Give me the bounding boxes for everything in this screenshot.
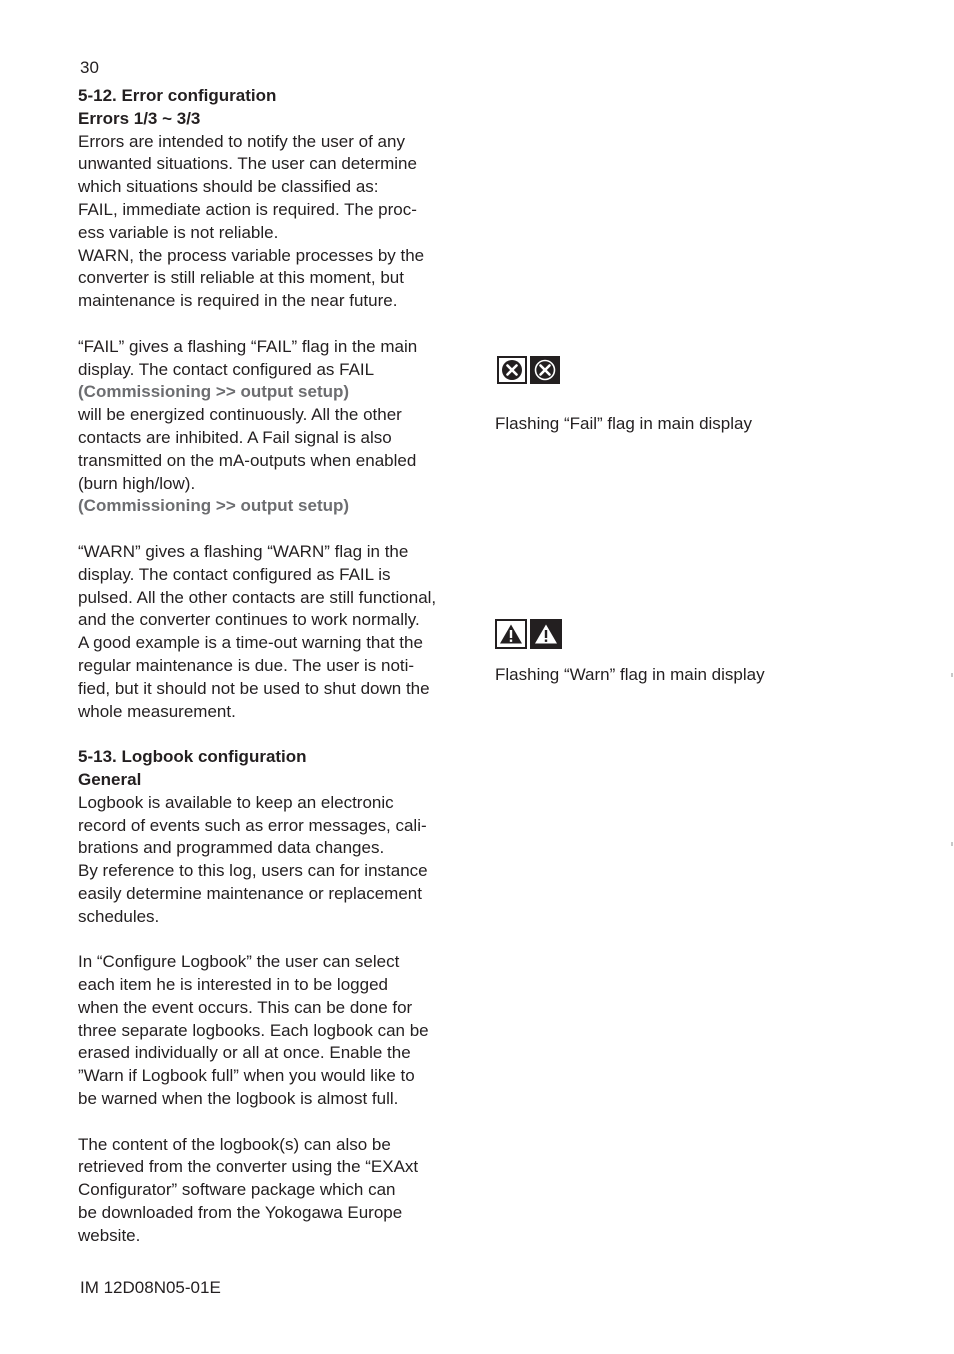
scan-edge-mark [951, 842, 953, 846]
menu-reference: (Commissioning >> output setup) [78, 496, 350, 516]
text-line: and the converter continues to work normally. [78, 610, 420, 630]
main-text-column [78, 85, 468, 1270]
text-line: brations and programmed data changes. [78, 838, 385, 858]
document-id-footer: IM 12D08N05-01E [80, 1278, 221, 1297]
error-config-intro [78, 85, 468, 313]
menu-reference: (Commissioning >> output setup) [78, 382, 350, 402]
text-line: when the event occurs. This can be done for [78, 997, 413, 1017]
scan-edge-mark [951, 673, 953, 677]
fail-flag-icons [497, 356, 560, 384]
text-line: converter is still reliable at this moment, but [78, 268, 404, 288]
text-line: fied, but it should not be used to shut down the [78, 678, 430, 698]
text-line: Errors are intended to notify the user of any [78, 131, 405, 151]
text-line: be downloaded from the Yokogawa Europe [78, 1203, 403, 1223]
fail-x-circle-icon [497, 356, 527, 384]
section-heading-logbook-configuration: 5-13. Logbook configuration [78, 747, 307, 767]
warn-flag-caption: Flashing “Warn” flag in main display [495, 665, 765, 684]
text-line: which situations should be classified as: [78, 177, 379, 197]
text-line: be warned when the logbook is almost full. [78, 1089, 399, 1109]
text-line: pulsed. All the other contacts are still functional, [78, 587, 437, 607]
text-line: website. [78, 1225, 141, 1245]
section-heading-error-configuration: 5-12. Error configuration [78, 86, 277, 105]
text-line: regular maintenance is due. The user is noti- [78, 655, 415, 675]
warning-triangle-icon [495, 619, 527, 649]
text-line: transmitted on the mA-outputs when enabled [78, 450, 417, 470]
configure-logbook-paragraph [78, 951, 468, 1111]
text-line: contacts are inhibited. A Fail signal is also [78, 427, 392, 447]
text-line: easily determine maintenance or replacement [78, 883, 422, 903]
text-line: display. The contact configured as FAIL [78, 359, 375, 379]
text-line: “WARN” gives a flashing “WARN” flag in the [78, 541, 409, 561]
subheading-general: General [78, 769, 142, 789]
text-line: whole measurement. [78, 701, 236, 721]
logbook-retrieval-paragraph [78, 1134, 468, 1248]
text-line: In “Configure Logbook” the user can select [78, 952, 400, 972]
subheading-errors: Errors 1/3 ~ 3/3 [78, 108, 201, 128]
text-line: The content of the logbook(s) can also be [78, 1134, 391, 1154]
text-line: erased individually or all at once. Enable the [78, 1043, 411, 1063]
text-line: A good example is a time-out warning that the [78, 633, 423, 653]
text-line: three separate logbooks. Each logbook can be [78, 1020, 429, 1040]
text-line: record of events such as error messages, cali- [78, 815, 427, 835]
text-line: unwanted situations. The user can determine [78, 154, 417, 174]
text-line: maintenance is required in the near future. [78, 291, 398, 311]
text-line: By reference to this log, users can for instance [78, 861, 428, 881]
text-line: ess variable is not reliable. [78, 222, 279, 242]
page-number: 30 [80, 58, 99, 77]
text-line: (burn high/low). [78, 473, 196, 493]
text-line: FAIL, immediate action is required. The proc- [78, 199, 417, 219]
warn-flag-icons [495, 619, 562, 649]
text-line: display. The contact configured as FAIL is [78, 564, 391, 584]
logbook-general [78, 746, 468, 928]
text-line: ”Warn if Logbook full” when you would like to [78, 1066, 415, 1086]
fail-description [78, 336, 468, 518]
text-line: Logbook is available to keep an electronic [78, 792, 394, 812]
text-line: “FAIL” gives a flashing “FAIL” flag in the main [78, 336, 418, 356]
warn-description [78, 541, 468, 723]
text-line: Configurator” software package which can [78, 1180, 396, 1200]
text-line: will be energized continuously. All the other [78, 405, 402, 425]
warning-triangle-inverted-icon [530, 619, 562, 649]
text-line: retrieved from the converter using the “EXAxt [78, 1157, 419, 1177]
text-line: each item he is interested in to be logged [78, 975, 388, 995]
text-line: WARN, the process variable processes by the [78, 245, 425, 265]
fail-x-circle-inverted-icon [530, 356, 560, 384]
fail-flag-caption: Flashing “Fail” flag in main display [495, 414, 752, 433]
text-line: schedules. [78, 906, 160, 926]
